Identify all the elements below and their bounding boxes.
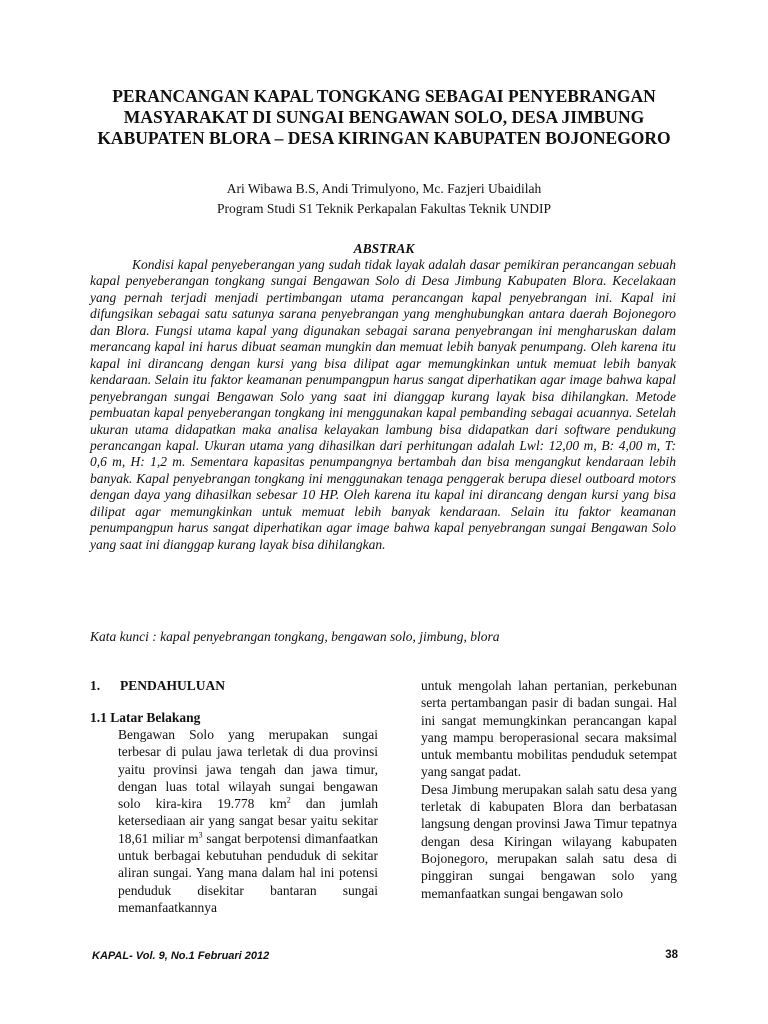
page-number: 38 [665,949,678,961]
paragraph-1 [118,726,378,916]
abstract-heading: ABSTRAK [353,241,415,256]
abstract-text: Kondisi kapal penyeberangan yang sudah tidak layak adalah dasar pemikiran perancangan sebuah kapal penyeberangan tongkang sungai Bengawan Solo di Desa Jimbung Kabupaten Blora. Kecelakaan yang pernah terjadi menjadi pertimbangan utama perancangan kapal penyebrangan ini. Kapal ini difungsikan sebagai satu satunya sarana penyebrangan yang menghubungkan antara daerah Bojonegoro dan Blora. Fungsi utama kapal yang digunakan sebagai sarana penyebrangan ini mengharuskan dalam merancang kapal ini harus dibuat seaman mungkin dan memuat lebih banyak penumpang. Oleh karena itu kapal ini dirancang dengan kursi yang bisa dilipat agar memungkinkan untuk memuat lebih banyak kendaraan. Selain itu faktor keamanan penumpangpun harus sangat diperhatikan agar image bahwa kapal penyebrangan sungai Bengawan Solo yang saat ini dianggap kurang layak bisa dihilangkan. Metode pembuatan kapal penyeberangan tongkang ini menggunakan kapal pembanding sebagai acuannya. Setelah ukuran utama didapatkan maka analisa kelayakan lambung bisa didapatkan dari software pendukung perancangan kapal. Ukuran utama yang dihasilkan dari perhitungan adalah Lwl: 12,00 m, B: 4,00 m, T: 0,6 m, H: 1,2 m. Sementara kapasitas penumpangnya bertambah dan bisa mengangkut kendaraan lebih banyak. Kapal penyebrangan tongkang ini menggunakan tenaga penggerak berupa diesel outboard motors dengan daya yang dihasilkan sebesar 10 HP. Oleh karena itu kapal ini dirancang dengan kursi yang bisa dilipat agar memungkinkan untuk memuat lebih banyak kendaraan. Selain itu faktor keamanan penumpangpun harus sangat diperhatikan agar image bahwa kapal penyebrangan sungai Bengawan Solo yang saat ini dianggap kurang layak bisa dihilangkan. [90,257,676,552]
affiliation: Program Studi S1 Teknik Perkapalan Fakultas Teknik UNDIP [217,201,551,216]
paragraph-2: Desa Jimbung merupakan salah satu desa yang terletak di kabupaten Blora dan berbatasan langsung dengan provinsi Jawa Timur tepatnya dengan desa Kiringan wilayang kabupaten Bojonegoro, merupakan salah satu desa di pinggiran sungai bengawan solo yang memanfaatkan sungai bengawan solo [421,781,677,901]
journal-footer: KAPAL- Vol. 9, No.1 Februari 2012 [92,950,270,962]
subsection-heading: 1.1 Latar Belakang [90,710,201,725]
right-column [421,677,677,902]
keywords: Kata kunci : kapal penyebrangan tongkang, bengawan solo, jimbung, blora [90,629,500,644]
section-title: PENDAHULUAN [120,678,226,693]
left-column [90,677,378,916]
paragraph-1-part-b: dan jumlah ketersediaan air yang sangat besar yaitu sekitar 18,61 miliar m [118,796,378,846]
paragraph-1-part-c: sangat berpotensi dimanfaatkan untuk berbagai kebutuhan penduduk di sekitar aliran sungai. Yang mana dalam hal ini potensi penduduk disekitar bantaran sungai memanfaatkannya [118,830,378,915]
superscript-3: 3 [198,830,203,840]
paragraph-1-continued: untuk mengolah lahan pertanian, perkebunan serta pertambangan pasir di badan sungai. Hal ini sangat memungkinkan perancangan kapal yang mampu beroperasional secara maksimal untuk membantu mobilitas penduduk setempat yang sangat padat. [421,678,677,780]
author-list: Ari Wibawa B.S, Andi Trimulyono, Mc. Fazjeri Ubaidilah [226,181,542,196]
section-number: 1. [90,678,101,693]
paper-title: PERANCANGAN KAPAL TONGKANG SEBAGAI PENYEBRANGAN MASYARAKAT DI SUNGAI BENGAWAN SOLO, DESA JIMBUNG KABUPATEN BLORA – DESA KIRINGAN KABUPATEN BOJONEGORO [97,86,671,148]
section-heading [90,677,378,694]
paragraph-1-part-a: Bengawan Solo yang merupakan sungai terbesar di pulau jawa terletak di dua provinsi yaitu provinsi jawa tengah dan jawa timur, dengan luas total wilayah sungai bengawan solo kira-kira 19.778 km [118,727,378,812]
superscript-2: 2 [286,795,291,805]
